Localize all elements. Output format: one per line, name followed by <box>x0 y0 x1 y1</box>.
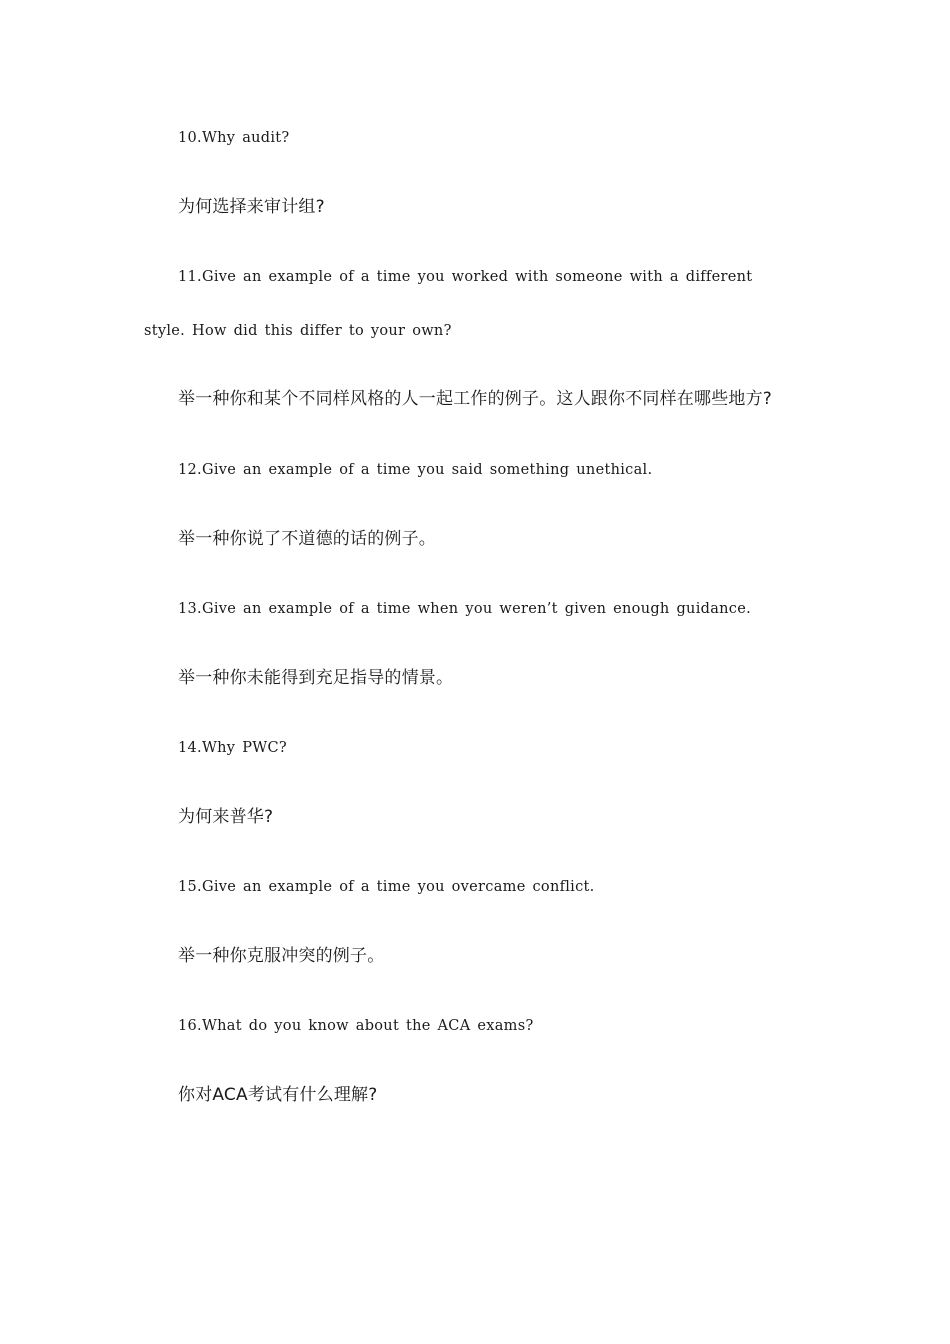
question-12-en: 12.Give an example of a time you said something unethical. <box>178 462 653 478</box>
question-15-zh: 举一种你克服冲突的例子。 <box>178 946 385 966</box>
question-14-zh: 为何来普华? <box>178 807 274 827</box>
question-13-zh: 举一种你未能得到充足指导的情景。 <box>178 668 454 688</box>
question-10-zh: 为何选择来审计组? <box>178 197 325 217</box>
question-16-zh: 你对ACA考试有什么理解? <box>178 1085 378 1105</box>
question-11-en-line2: style. How did this differ to your own? <box>144 323 452 339</box>
question-15-en: 15.Give an example of a time you overcame conflict. <box>178 879 595 895</box>
question-10-en: 10.Why audit? <box>178 130 290 146</box>
question-14-en: 14.Why PWC? <box>178 740 287 756</box>
question-16-en: 16.What do you know about the ACA exams? <box>178 1018 534 1034</box>
question-11-zh: 举一种你和某个不同样风格的人一起工作的例子。这人跟你不同样在哪些地方? <box>178 389 773 409</box>
question-13-en: 13.Give an example of a time when you weren’t given enough guidance. <box>178 601 752 617</box>
question-11-en-line1: 11.Give an example of a time you worked with someone with a different <box>178 269 753 285</box>
question-12-zh: 举一种你说了不道德的话的例子。 <box>178 529 436 549</box>
